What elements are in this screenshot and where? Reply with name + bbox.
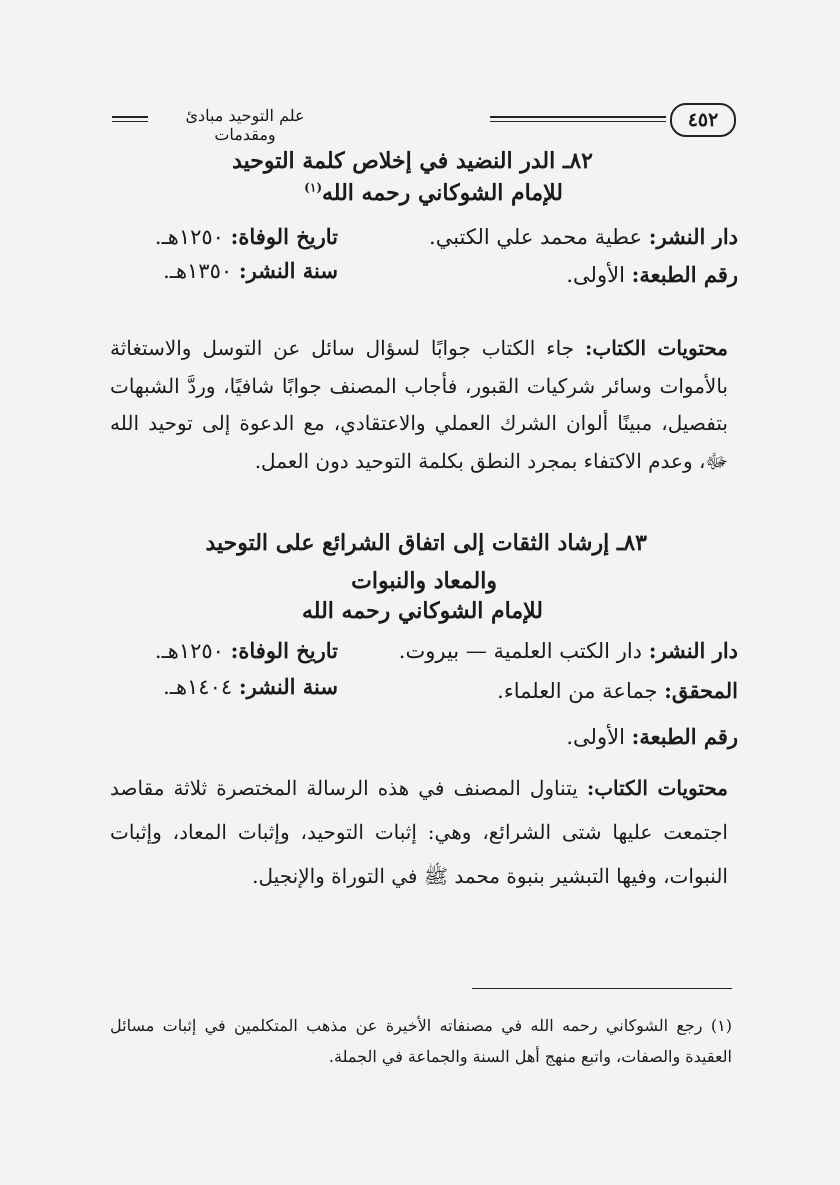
- book82-title-text: الدر النضيد في إخلاص كلمة التوحيد: [232, 148, 556, 174]
- death-value: ١٢٥٠هـ.: [154, 225, 224, 249]
- book83-editor: [497, 678, 738, 703]
- edition-value: الأولى.: [566, 725, 625, 749]
- death-label: تاريخ الوفاة:: [230, 638, 338, 663]
- pubyear-label: سنة النشر:: [238, 258, 338, 283]
- book83-pubyear: [163, 674, 338, 699]
- book83-title-text: إرشاد الثقات إلى اتفاق الشرائع على التوحيد: [205, 530, 610, 556]
- running-title: علم التوحيد مبادئ ومقدمات: [185, 106, 305, 144]
- footnote-ref: (١): [304, 180, 322, 195]
- book83-author: للإمام الشوكاني رحمه الله: [302, 598, 543, 624]
- publisher-value: عطية محمد علي الكتبي.: [429, 225, 643, 249]
- editor-value: جماعة من العلماء.: [497, 679, 658, 703]
- book82-number: ٨٢ـ: [562, 148, 593, 174]
- death-label: تاريخ الوفاة:: [230, 224, 338, 249]
- publisher-value: دار الكتب العلمية — بيروت.: [398, 639, 643, 663]
- book83-edition: [566, 724, 738, 749]
- footnote: [110, 1010, 732, 1072]
- footnote-text: رجع الشوكاني رحمه الله في مصنفاته الأخيرة عن مذهب المتكلمين في إثبات مسائل العقيدة والصفات، واتبع منهج أهل السنة والجماعة في الجملة.: [110, 1016, 732, 1066]
- footnote-marker: (١): [710, 1016, 732, 1035]
- editor-label: المحقق:: [664, 678, 738, 703]
- edition-label: رقم الطبعة:: [631, 262, 738, 287]
- footnote-rule: [472, 988, 732, 989]
- contents-label: محتويات الكتاب:: [586, 776, 728, 800]
- pubyear-label: سنة النشر:: [238, 674, 338, 699]
- book82-publisher: [429, 224, 738, 249]
- publisher-label: دار النشر:: [648, 224, 738, 249]
- pubyear-value: ١٣٥٠هـ.: [163, 259, 233, 283]
- book83-death: [155, 638, 338, 663]
- death-value: ١٢٥٠هـ.: [154, 639, 224, 663]
- book83-contents: [110, 766, 728, 898]
- book82-pubyear: [163, 258, 338, 283]
- header-rule: [490, 116, 666, 122]
- book82-death: [155, 224, 338, 249]
- page-number: ٤٥٢: [670, 103, 736, 137]
- book82-author-text: للإمام الشوكاني رحمه الله: [322, 180, 563, 206]
- book83-number: ٨٣ـ: [616, 530, 647, 556]
- contents-text: يتناول المصنف في هذه الرسالة المختصرة ثلاثة مقاصد اجتمعت عليها شتى الشرائع، وهي: إثبات التوحيد، وإثبات المعاد، وإثبات النبوات، وفيها التبشير بنبوة محمد ﷺ في التوراة والإنجيل.: [110, 776, 728, 888]
- book83-title-line2: والمعاد والنبوات: [351, 568, 497, 594]
- contents-label: محتويات الكتاب:: [584, 336, 728, 360]
- contents-text: جاء الكتاب جوابًا لسؤال سائل عن التوسل والاستغاثة بالأموات وسائر شركيات القبور، فأجاب المصنف جوابًا شافيًا، وردَّ الشبهات بتفصيل، مبينًا ألوان الشرك العملي والاعتقادي، مع الدعوة إلى توحيد الله ﷻ، وعدم الاكتفاء بمجرد النطق بكلمة التوحيد دون العمل.: [110, 336, 728, 473]
- book82-contents: [110, 330, 728, 480]
- book82-edition: [566, 262, 738, 287]
- book83-title: [205, 530, 647, 556]
- publisher-label: دار النشر:: [648, 638, 738, 663]
- header-rule-short: [112, 116, 148, 122]
- edition-label: رقم الطبعة:: [631, 724, 738, 749]
- pubyear-value: ١٤٠٤هـ.: [163, 675, 233, 699]
- book83-publisher: [399, 638, 738, 663]
- book82-author: [304, 180, 563, 206]
- edition-value: الأولى.: [566, 263, 625, 287]
- book82-title: [232, 148, 593, 174]
